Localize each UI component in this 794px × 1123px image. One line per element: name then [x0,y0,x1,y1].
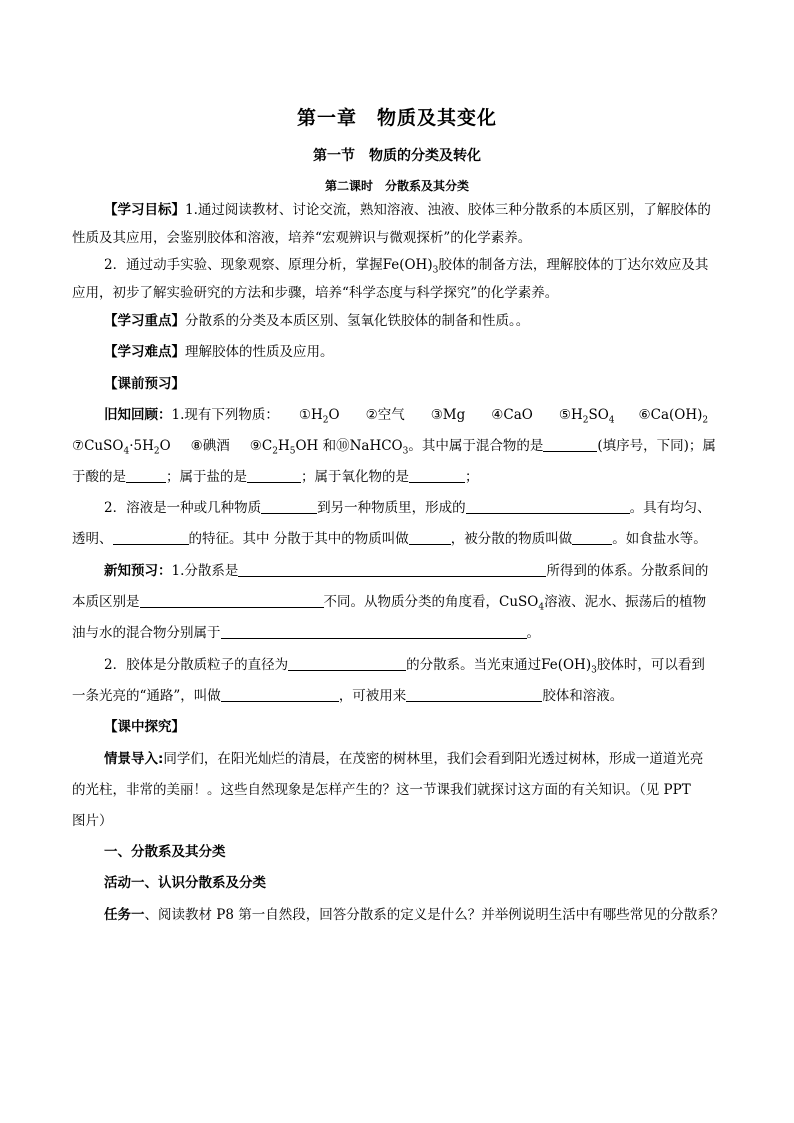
goals-label: 【学习目标】 [104,202,185,218]
answer-blank-solute[interactable] [572,530,612,545]
new-preview-line-2: 本质区别是 不同。从物质分类的角度看，CuSO$_4$溶液、泥水、振荡后的植物 [72,594,707,613]
goals-text-2a2: 胶体的制备方法，理解胶体的丁达尔效应及其 [438,257,709,273]
difficulty-text: 理解胶体的性质及应用。 [185,344,334,360]
answer-blank-dispersion-def[interactable] [238,562,546,577]
answer-blank-feature[interactable] [113,530,189,545]
task1-line: 任务一、阅读教材 P8 第一自然段，回答分散系的定义是什么？并举例说明生活中有哪些常见的分散系？ [104,907,725,923]
answer-blank-essential-diff[interactable] [140,593,324,608]
review-line-2: $⑦CuSO_4\cdot 5H_2O$ ⑧碘酒 $⑨C_2H_5OH$ 和⑩NaHCO$_3$。其中属于混合物的是 (填序号，下同)；属 [72,438,716,457]
explore-heading [104,718,728,736]
review-line-1: 旧知回顾：1.现有下列物质： $①H_2O$ ②空气 ③Mg ④CaO $⑤H_2SO_4$ $⑥Ca(OH)_2$ [104,407,709,426]
answer-blank-identify[interactable] [406,687,542,702]
explore-intro-line-2: 的光柱，非常的美丽！。这些自然现象是怎样产生的？这一节课我们就探讨这方面的有关知识。（见 PPT [72,782,691,798]
goals-text-1a: 1.通过阅读教材、讨论交流，熟知溶液、浊液、胶体三种分散系的本质区别，了解胶体的 [185,202,711,218]
task1-label: 任务一 [104,907,145,923]
keypoints-text: 分散系的分类及本质区别、氢氧化铁胶体的制备和性质。。 [185,313,530,329]
answer-blank-tyndall[interactable] [221,687,339,702]
chapter-title: 第一章 物质及其变化 [296,107,497,129]
answer-blank-oxide[interactable] [409,468,465,483]
goals-text-1b: 性质及其应用，会鉴别胶体和溶液，培养“宏观辨识与微观探析”的化学素养。 [72,230,532,246]
goals-line-1 [104,201,728,219]
goals-text-2a1: 2．通过动手实验、现象观察、原理分析，掌握Fe(OH) [104,257,433,273]
new-preview-line-1: 新知预习：1.分散系是 所得到的体系。分散系间的 [104,563,709,579]
section-title: 第一节 物质的分类及转化 [313,148,481,164]
new-preview-line-5: 一条光亮的“通路”，叫做 ，可被用来 胶体和溶液。 [72,688,624,704]
activity1-heading: 活动一、认识分散系及分类 [104,875,266,891]
answer-blank-acid[interactable] [126,468,166,483]
preview-label: 【课前预习】 [104,376,185,392]
answer-blank-diameter[interactable] [288,656,406,671]
answer-blank-solvent[interactable] [409,530,451,545]
difficulty-line [104,343,728,361]
goals-line-3: 2．通过动手实验、现象观察、原理分析，掌握$Fe(OH)_3$胶体的制备方法，理解胶体的丁达尔效应及其 [104,257,709,276]
review-line-3: 于酸的是 ；属于盐的是 ；属于氧化物的是 ； [72,469,479,485]
answer-blank-formed[interactable] [466,499,630,514]
goals-text-2b: 应用，初步了解实验研究的方法和步骤，培养“科学态度与科学探究”的化学素养。 [72,285,559,301]
lesson-title: 第二课时 分散系及其分类 [324,179,469,193]
explore-label: 【课中探究】 [104,719,185,735]
difficulty-label: 【学习难点】 [104,344,185,360]
new-preview-label: 新知预习： [104,563,172,579]
preview-heading [104,375,728,393]
keypoints-line [104,312,728,330]
goals-line-4 [72,284,724,302]
answer-blank-disperse[interactable] [261,499,317,514]
new-preview-line-3: 油与水的混合物分别属于 。 [72,625,540,641]
review-label: 旧知回顾： [104,407,172,423]
answer-blank-classification[interactable] [221,624,527,639]
part1-heading: 一、分散系及其分类 [104,844,226,860]
answer-blank-salt[interactable] [247,468,301,483]
review-q2-line-1: 2．溶液是一种或几种物质 到另一种物质里，形成的 。具有均匀、 [104,500,711,516]
answer-blank-mixture[interactable] [543,437,597,452]
explore-intro-line-3: 图片） [72,813,113,829]
new-preview-line-4: 2．胶体是分散质粒子的直径为 的分散系。当光束通过$Fe(OH)_3$胶体时，可以看到 [104,657,705,676]
explore-intro-line-1: 情景导入:同学们，在阳光灿烂的清晨，在茂密的树林里，我们会看到阳光透过树林，形成一道道光亮 [104,751,704,767]
keypoints-label: 【学习重点】 [104,313,185,329]
goals-line-2 [72,229,724,247]
review-q2-line-2: 透明、 的特征。其中 分散于其中的物质叫做 ，被分散的物质叫做 。如食盐水等。 [72,531,707,547]
intro-label: 情景导入: [104,751,164,767]
